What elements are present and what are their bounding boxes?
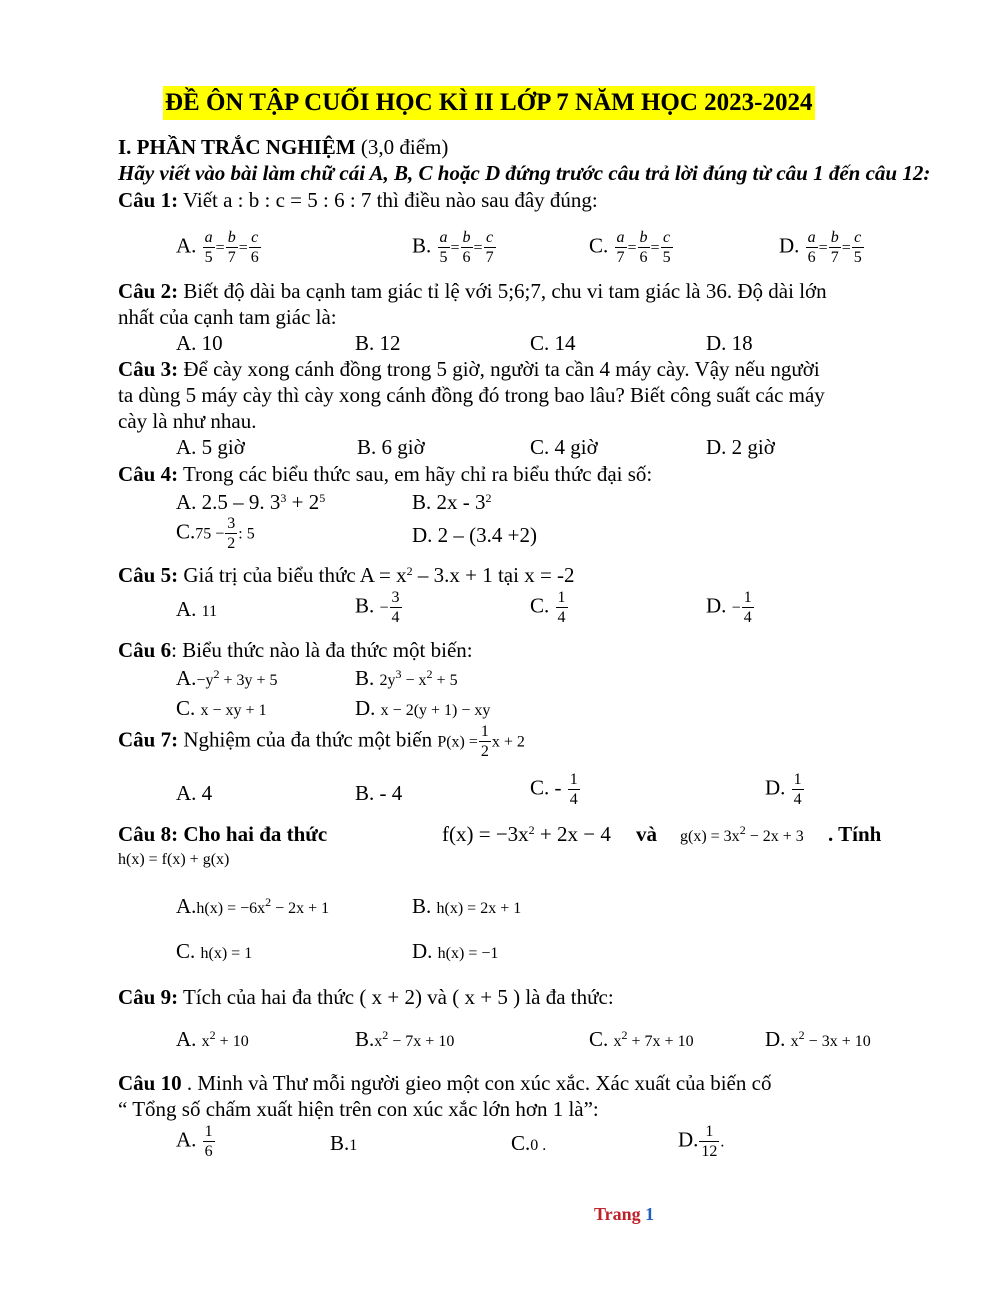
question-4: Câu 4: Trong các biểu thức sau, em hãy chỉ ra biểu thức đại số: <box>118 462 653 486</box>
q10-option-a: A. $\frac{1}{6}$ <box>176 1123 213 1160</box>
q6-option-a: $A.-y^2 + 3y + 5$ <box>176 666 278 690</box>
q1-option-b: B. $\frac{a}{5}$ = $\frac{b}{6}$ = $\frac{c}{7}$ <box>412 229 494 266</box>
page-title: ĐỀ ÔN TẬP CUỐI HỌC KÌ II LỚP 7 NĂM HỌC 2023-2024 <box>163 86 815 120</box>
question-9: Câu 9: Tích của hai đa thức ( x + 2) và ( x + 5 ) là đa thức: <box>118 985 614 1009</box>
q10-option-d: D. $\frac{1}{12}$ . <box>678 1123 725 1160</box>
section-instruction: Hãy viết vào bài làm chữ cái A, B, C hoặc D đứng trước câu trả lời đúng từ câu 1 đến câu 12: <box>118 161 931 185</box>
q8-h: h(x) = f(x) + g(x) <box>118 851 230 868</box>
q10-option-c: C.0 . <box>511 1131 547 1155</box>
q9-option-d: D. $x^2 - 3x + 10$ <box>765 1027 871 1051</box>
q8-option-b: B. h(x) = 2x + 1 <box>412 894 522 918</box>
question-2: Câu 2: Biết độ dài ba cạnh tam giác tỉ lệ với 5;6;7, chu vi tam giác là 36. Độ dài lớn <box>118 279 827 303</box>
q1-option-d: D. $\frac{a}{6}$ = $\frac{b}{7}$ = $\frac{c}{5}$ <box>779 229 862 266</box>
page-number: 1 <box>645 1204 655 1224</box>
q7-option-c: C. - $\frac{1}{4}$ <box>530 771 578 808</box>
question-6: Câu 6: Biểu thức nào là đa thức một biến: <box>118 638 473 662</box>
q3-option-a: A. 5 giờ <box>176 435 245 459</box>
q5-option-b: B. − $\frac{3}{4}$ <box>355 589 400 626</box>
question-3: Câu 3: Để cày xong cánh đồng trong 5 giờ, người ta cần 4 máy cày. Vậy nếu người <box>118 357 820 381</box>
question-10: Câu 10 . Minh và Thư mỗi người gieo một con xúc xắc. Xác xuất của biến cố <box>118 1071 772 1095</box>
question-7: Câu 7: Nghiệm của đa thức một biến P(x) = $\frac{1}{2}$ x + 2 <box>118 723 525 760</box>
q8-tinh: . Tính <box>828 822 882 846</box>
q9-option-c: C. $x^2 + 7x + 10$ <box>589 1027 694 1051</box>
q7-option-a: A. 4 <box>176 781 213 805</box>
q2-option-d: D. 18 <box>706 331 753 355</box>
q9-option-b: $B.x^2 - 7x + 10$ <box>355 1027 455 1051</box>
q8-option-a: $A.h(x) = -6x^2 - 2x + 1$ <box>176 894 330 918</box>
q5-option-a: A. 11 <box>176 597 218 621</box>
q1-option-c: C. $\frac{a}{7}$ = $\frac{b}{6}$ = $\frac{c}{5}$ <box>589 229 671 266</box>
q6-option-d: D. x − 2(y + 1) − xy <box>355 696 491 720</box>
q8-option-d: D. h(x) = −1 <box>412 939 499 963</box>
q2-option-c: C. 14 <box>530 331 576 355</box>
q6-option-b: B. $2y^3 - x^2 + 5$ <box>355 666 458 690</box>
question-10-cont: “ Tổng số chấm xuất hiện trên con xúc xắc lớn hơn 1 là”: <box>118 1097 599 1121</box>
q10-option-b: B.1 <box>330 1131 358 1155</box>
q8-g: $g(x) = 3x^2 - 2x + 3$ <box>680 823 804 845</box>
q3-option-d: D. 2 giờ <box>706 435 775 459</box>
question-3-cont: ta dùng 5 máy cày thì cày xong cánh đồng đó trong bao lâu? Biết công suất các máy <box>118 383 825 407</box>
q6-option-c: C. x − xy + 1 <box>176 696 267 720</box>
q5-option-d: D. − $\frac{1}{4}$ <box>706 589 752 626</box>
q4-option-b: B. $2x - 3^2$ <box>412 490 492 514</box>
q4-option-a: A. 2.5 – 9. $3^3 + 2^5$ <box>176 490 326 514</box>
q2-option-b: B. 12 <box>355 331 401 355</box>
q7-option-b: B. - 4 <box>355 781 403 805</box>
q5-option-c: C. $\frac{1}{4}$ <box>530 589 566 626</box>
q8-f: $f(x) = -3x^2 + 2x - 4$ <box>442 822 611 846</box>
question-1: Câu 1: Viết a : b : c = 5 : 6 : 7 thì điều nào sau đây đúng: <box>118 188 598 212</box>
question-3-cont2: cày là như nhau. <box>118 409 257 433</box>
question-2-cont: nhất của cạnh tam giác là: <box>118 305 337 329</box>
section-heading: I. PHẦN TRẮC NGHIỆM (3,0 điểm) <box>118 135 449 159</box>
q8-and: và <box>636 822 657 846</box>
q1-option-a: A. $\frac{a}{5}$ = $\frac{b}{7}$ = $\frac{c}{6}$ <box>176 229 259 266</box>
q2-option-a: A. 10 <box>176 331 223 355</box>
question-5: Câu 5: Giá trị của biểu thức $A = x^2 - 3.x + 1$ tại x = -2 <box>118 563 575 587</box>
q9-option-a: A. $x^2 + 10$ <box>176 1027 249 1051</box>
page-footer: Trang 1 <box>594 1204 655 1224</box>
q7-option-d: D. $\frac{1}{4}$ <box>765 771 802 808</box>
question-8: Câu 8: Cho hai đa thức <box>118 822 328 846</box>
q3-option-c: C. 4 giờ <box>530 435 598 459</box>
q3-option-b: B. 6 giờ <box>357 435 425 459</box>
q4-option-d: D. 2 – (3.4 +2) <box>412 523 537 547</box>
q4-option-c: C.75 − $\frac{3}{2}$ : 5 <box>176 515 255 552</box>
q8-option-c: C. h(x) = 1 <box>176 939 253 963</box>
